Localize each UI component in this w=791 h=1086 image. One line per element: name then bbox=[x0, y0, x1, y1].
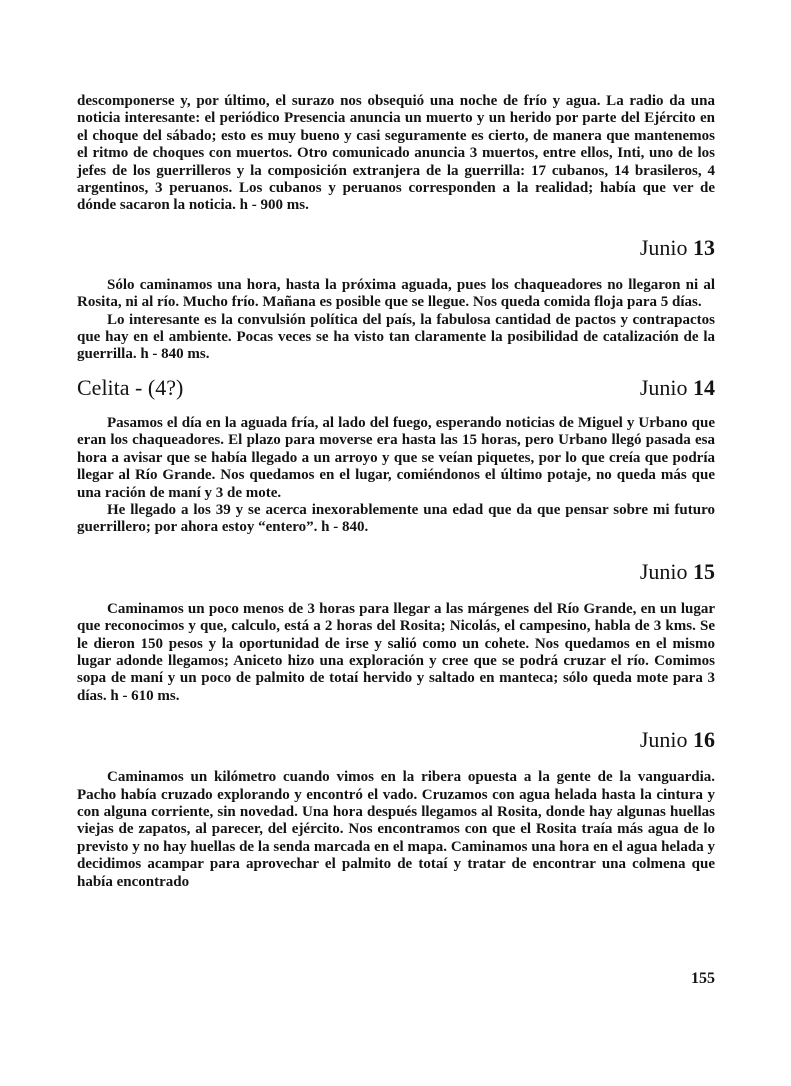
entry-date bbox=[640, 373, 715, 403]
diary-page bbox=[77, 93, 715, 891]
entry-paragraph: Lo interesante es la convulsión política del país, la fabulosa cantidad de pactos y contrapactos que hay en el ambiente. Pocas veces se ha visto tan claramente la posibilidad de catalización de la guerrilla. h - 840 ms. bbox=[77, 311, 715, 363]
entry-month: Junio bbox=[639, 558, 688, 584]
entry-paragraph: Sólo caminamos una hora, hasta la próxima aguada, pues los chaqueadores no llegaron ni al Rosita, ni al río. Mucho frío. Mañana es posible que se llegue. Nos queda comida floja para 5 días. bbox=[77, 276, 715, 311]
entry-day: 14 bbox=[693, 374, 715, 400]
entry-date bbox=[640, 725, 715, 755]
entry-heading-june-15 bbox=[77, 557, 715, 587]
entry-paragraph: Pasamos el día en la aguada fría, al lado del fuego, esperando noticias de Miguel y Urbano que eran los chaqueadores. El plazo para moverse era hasta las 15 horas, pero Urbano llegó pasada esa hora a avisar que se había llegado a un arroyo y que se veían piquetes, por lo que creía que podría llegar al Río Grande. Nos quedamos en el lugar, comiéndonos el último potaje, no queda más que una ración de maní y 3 de mote. bbox=[77, 414, 715, 501]
entry-paragraph: Caminamos un kilómetro cuando vimos en la ribera opuesta a la gente de la vanguardia. Pacho había cruzado explorando y encontró el vado. Cruzamos con agua helada hasta la cintura y con alguna corriente, sin novedad. Una hora después llegamos al Rosita, donde hay algunas huellas viejas de zapatos, al parecer, del ejército. Nos encontramos con que el Rosita traía más agua de lo previsto y no hay huellas de la senda marcada en el mapa. Caminamos una hora en el agua helada y decidimos acampar para aprovechar el palmito de totaí y tratar de encontrar una colmena que había encontrado bbox=[77, 769, 715, 890]
entry-date bbox=[640, 233, 715, 263]
entry-month: Junio bbox=[639, 234, 688, 260]
entry-month: Junio bbox=[639, 727, 688, 753]
entry-month: Junio bbox=[639, 374, 688, 400]
entry-heading-june-16 bbox=[77, 725, 715, 755]
entry-heading-june-13 bbox=[77, 233, 715, 263]
entry-day: 15 bbox=[693, 558, 715, 584]
entry-left-note: Celita - (4?) bbox=[77, 374, 184, 400]
entry-day: 16 bbox=[693, 727, 715, 753]
entry-paragraph: Caminamos un poco menos de 3 horas para llegar a las márgenes del Río Grande, en un lugar que reconocimos y que, calculo, está a 2 horas del Rosita; Nicolás, el campesino, habla de 3 kms. Se le dieron 150 pesos y la oportunidad de irse y salió como un cohete. Nos quedamos en el mismo lugar adonde llegamos; Aniceto hizo una exploración y cree que se podrá cruzar el río. Comimos sopa de maní y un poco de palmito de totaí hervido y saltado en manteca; sólo queda mote para 3 días. h - 610 ms. bbox=[77, 600, 715, 704]
intro-paragraph: descomponerse y, por último, el surazo nos obsequió una noche de frío y agua. La radio da una noticia interesante: el periódico Presencia anuncia un muerto y un herido por parte del Ejército en el choque del sábado; esto es muy bueno y casi seguramente es cierto, de manera que mantenemos el ritmo de choques con muertos. Otro comunicado anuncia 3 muertos, entre ellos, Inti, uno de los jefes de los guerrilleros y la composición extranjera de la guerrilla: 17 cubanos, 14 brasileros, 4 argentinos, 3 peruanos. Los cubanos y peruanos corresponden a la realidad; había que ver de dónde sacaron la noticia. h - 900 ms. bbox=[77, 93, 715, 214]
entry-paragraph: He llegado a los 39 y se acerca inexorablemente una edad que da que pensar sobre mi futuro guerrillero; por ahora estoy “entero”. h - 840. bbox=[77, 501, 715, 536]
entry-heading-june-14 bbox=[77, 373, 715, 403]
entry-date bbox=[640, 557, 715, 587]
page-number: 155 bbox=[691, 970, 715, 987]
entry-day: 13 bbox=[693, 234, 715, 260]
